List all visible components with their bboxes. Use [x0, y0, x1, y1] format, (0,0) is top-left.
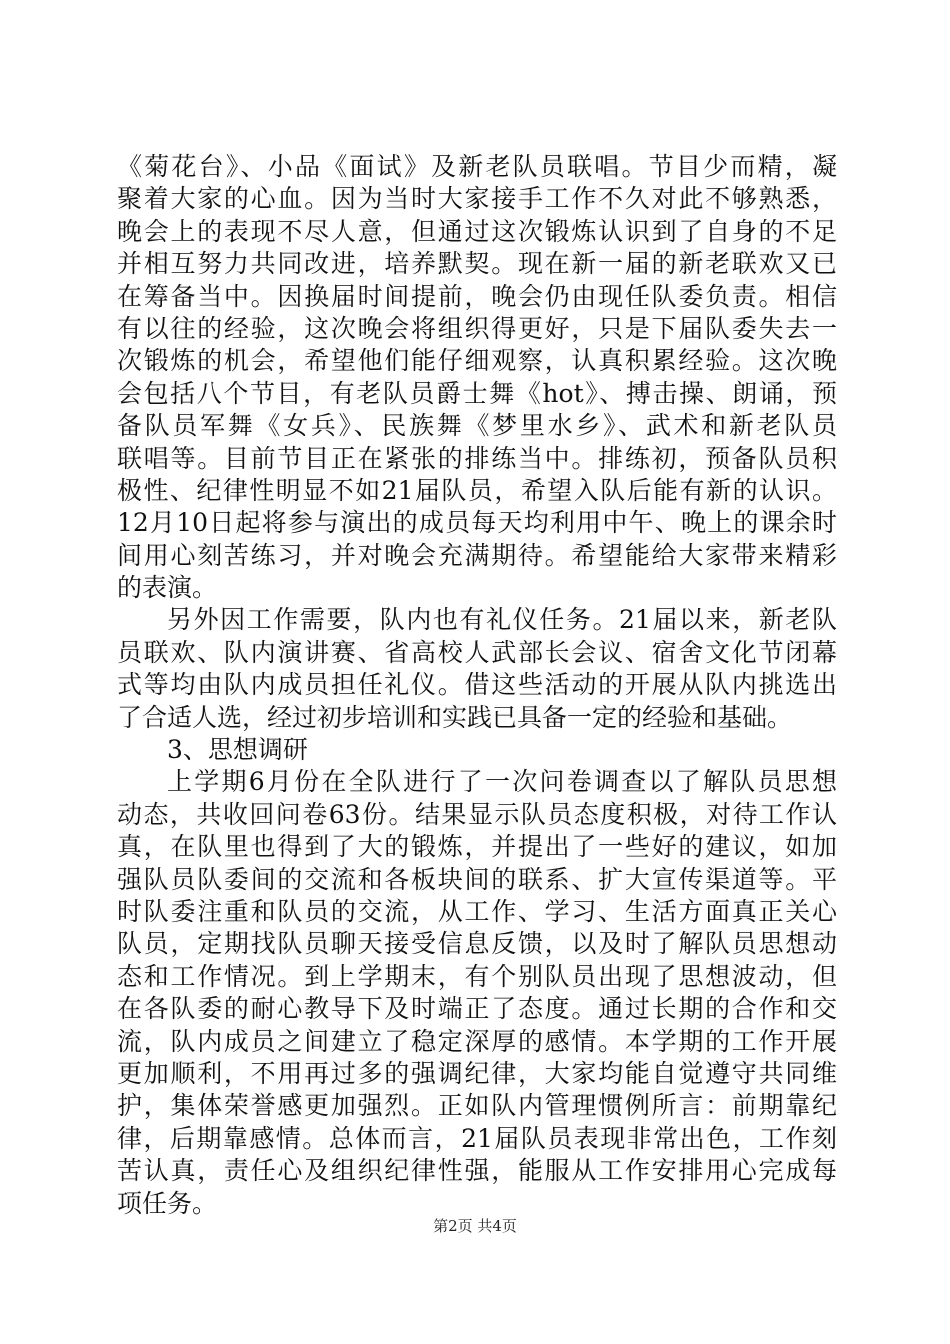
text-line: 极性、纪律性明显不如21届队员，希望入队后能有新的认识。 [117, 475, 837, 505]
text-line: 了合适人选，经过初步培训和实践已具备一定的经验和基础。 [117, 702, 793, 732]
text-line: 律，后期靠感情。总体而言，21届队员表现非常出色，工作刻 [117, 1123, 837, 1153]
text-line: 有以往的经验，这次晚会将组织得更好，只是下届队委失去一 [117, 313, 837, 343]
text-line: 并相互努力共同改进，培养默契。现在新一届的新老联欢又已 [117, 249, 837, 279]
text-line: 流，队内成员之间建立了稳定深厚的感情。本学期的工作开展 [117, 1026, 837, 1056]
text-line: 的表演。 [117, 573, 218, 603]
text-line: 更加顺利，不用再过多的强调纪律，大家均能自觉遵守共同维 [117, 1058, 837, 1088]
text-line: 时队委注重和队员的交流，从工作、学习、生活方面真正关心 [117, 896, 837, 926]
text-line: 式等均由队内成员担任礼仪。借这些活动的开展从队内挑选出 [117, 670, 837, 700]
text-line: 在筹备当中。因换届时间提前，晚会仍由现任队委负责。相信 [117, 281, 837, 311]
text-line: 苦认真，责任心及组织纪律性强，能服从工作安排用心完成每 [117, 1156, 837, 1186]
text-line: 真，在队里也得到了大的锻炼，并提出了一些好的建议，如加 [117, 832, 837, 862]
text-line: 上学期6月份在全队进行了一次问卷调查以了解队员思想 [167, 767, 837, 797]
text-line: 强队员队委间的交流和各板块间的联系、扩大宣传渠道等。平 [117, 864, 837, 894]
document-body [117, 151, 837, 1220]
text-line: 项任务。 [117, 1188, 218, 1218]
text-line: 态和工作情况。到上学期末，有个别队员出现了思想波动，但 [117, 961, 837, 991]
text-line: 在各队委的耐心教导下及时端正了态度。通过长期的合作和交 [117, 994, 837, 1024]
text-line: 会包括八个节目，有老队员爵士舞《hot》、搏击操、朗诵，预 [117, 378, 837, 408]
text-line: 备队员军舞《女兵》、民族舞《梦里水乡》、武术和新老队员 [117, 411, 837, 441]
text-line: 另外因工作需要，队内也有礼仪任务。21届以来，新老队 [167, 605, 837, 635]
section-heading: 3、思想调研 [167, 735, 308, 765]
text-line: 动态，共收回问卷63份。结果显示队员态度积极，对待工作认 [117, 799, 837, 829]
text-line: 晚会上的表现不尽人意，但通过这次锻炼认识到了自身的不足 [117, 216, 837, 246]
text-line: 护，集体荣誉感更加强烈。正如队内管理惯例所言：前期靠纪 [117, 1091, 837, 1121]
text-line: 聚着大家的心血。因为当时大家接手工作不久对此不够熟悉， [117, 184, 837, 214]
text-line: 间用心刻苦练习，并对晚会充满期待。希望能给大家带来精彩 [117, 540, 837, 570]
page-number-footer: 第2页 共4页 [433, 1217, 517, 1235]
text-line: 12月10日起将参与演出的成员每天均利用中午、晚上的课余时 [117, 508, 837, 538]
text-line: 队员，定期找队员聊天接受信息反馈，以及时了解队员思想动 [117, 929, 837, 959]
text-line: 《菊花台》、小品《面试》及新老队员联唱。节目少而精，凝 [117, 152, 837, 181]
text-line: 员联欢、队内演讲赛、省高校人武部长会议、宿舍文化节闭幕 [117, 637, 837, 667]
text-line: 次锻炼的机会，希望他们能仔细观察，认真积累经验。这次晚 [117, 346, 837, 376]
text-line: 联唱等。目前节目正在紧张的排练当中。排练初，预备队员积 [117, 443, 837, 473]
